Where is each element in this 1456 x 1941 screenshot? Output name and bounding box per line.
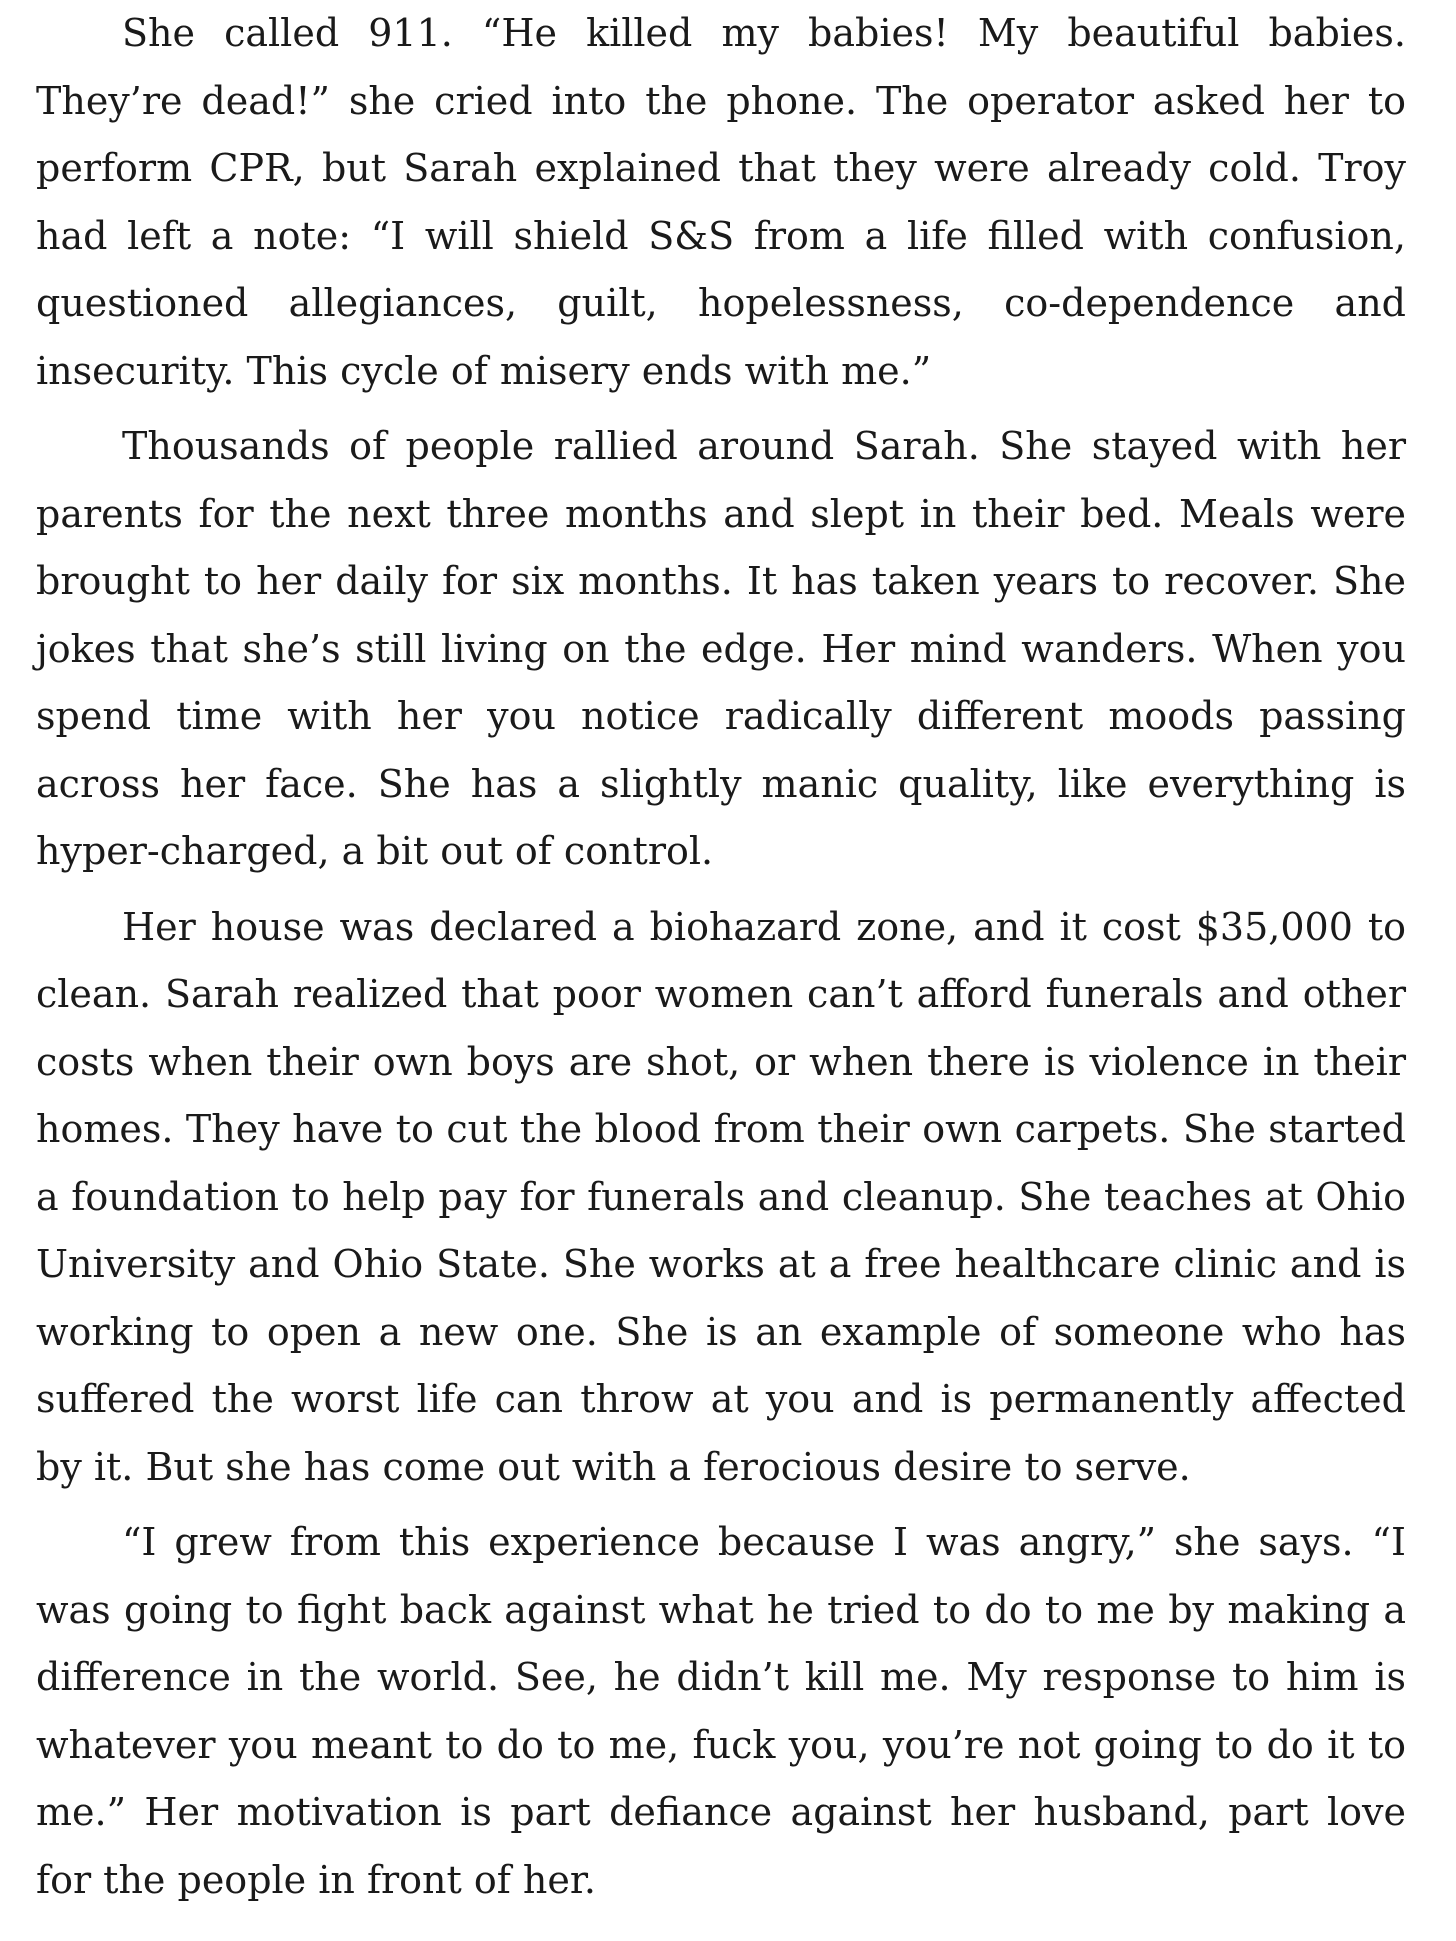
paragraph-biohazard-foundation: Her house was declared a biohazard zone, and it cost $35,000 to clean. Sarah realized that poor women can’t afford funerals and other costs when their own boys are shot, or when there is violence in their homes. They have to cut the blood from their own carpets. She started a foundation to help pay for funerals and cleanup. She teaches at Ohio University and Ohio State. She works at a free healthcare clinic and is working to open a new one. She is an example of someone who has suffered the worst life can throw at you and is permanently affected by it. But she has come out with a ferocious desire to serve. <box>36 904 1406 1489</box>
paragraph-grew-from-experience: “I grew from this experience because I was angry,” she says. “I was going to fight back against what he tried to do to me by making a difference in the world. See, he didn’t kill me. My response to him is whatever you meant to do to me, fuck you, you’re not going to do it to me.” Her motivation is part defiance against her husband, part love for the people in front of her. <box>36 1520 1406 1902</box>
paragraph-rallied-around: Thousands of people rallied around Sarah. She stayed with her parents for the next three months and slept in their bed. Meals were brought to her daily for six months. It has taken years to recover. She jokes that she’s still living on the edge. Her mind wanders. When you spend time with her you notice radically different moods passing across her face. She has a slightly manic quality, like everything is hyper-charged, a bit out of control. <box>36 424 1406 873</box>
book-page <box>36 0 1406 1914</box>
paragraph-911-call: She called 911. “He killed my babies! My beautiful babies. They’re dead!” she cried into the phone. The operator asked her to perform CPR, but Sarah explained that they were already cold. Troy had left a note: “I will shield S&S from a life filled with confusion, questioned allegiances, guilt, hopelessness, co-dependence and insecurity. This cycle of misery ends with me.” <box>36 11 1406 393</box>
